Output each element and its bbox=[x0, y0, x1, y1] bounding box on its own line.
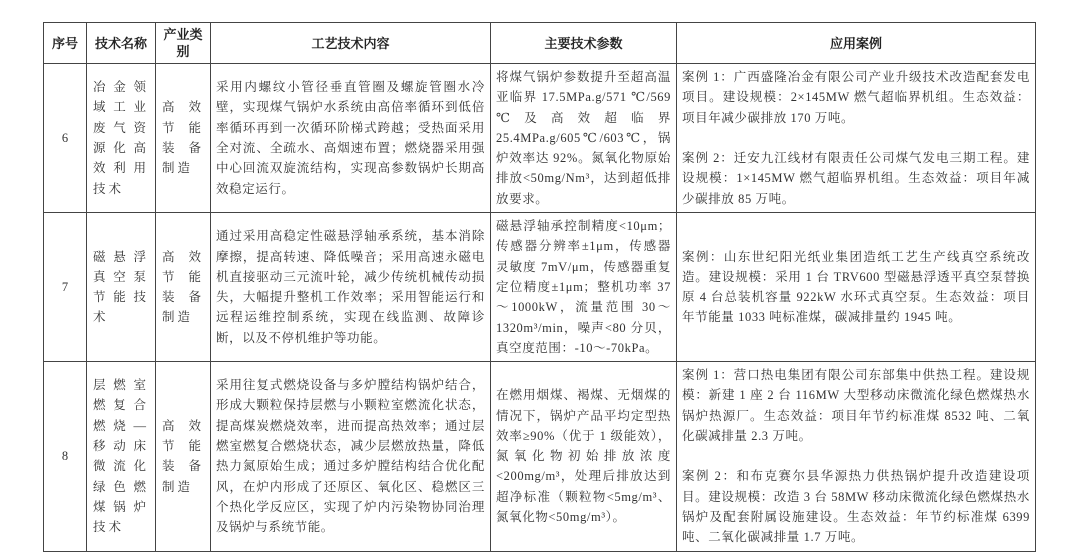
table-row bbox=[44, 362, 1036, 551]
application-cases bbox=[677, 362, 1036, 551]
industry-category: 高效节能装备制造 bbox=[156, 64, 211, 213]
header-name: 技术名称 bbox=[87, 23, 156, 64]
technical-params: 在燃用烟煤、褐煤、无烟煤的情况下，锅炉产品平均定型热效率≥90%（优于 1 级能效），氮氧化物初始排放浓度<200mg/m³，处理后排放达到超净标准（颗粒物<5mg/m³、氮氧化物<50mg/m³）。 bbox=[491, 362, 677, 551]
header-cases: 应用案例 bbox=[677, 23, 1036, 64]
case-item: 案例 1：广西盛隆冶金有限公司产业升级技术改造配套发电项目。建设规模：2×145MW 燃气超临界机组。生态效益：项目年减少碳排放 170 万吨。 bbox=[682, 70, 1030, 125]
header-process: 工艺技术内容 bbox=[211, 23, 491, 64]
case-item: 案例 2：迁安九江线材有限责任公司煤气发电三期工程。建设规模：1×145MW 燃气超临界机组。生态效益：项目年减少碳排放 85 万吨。 bbox=[682, 151, 1030, 206]
table-row bbox=[44, 64, 1036, 213]
technical-params: 将煤气锅炉参数提升至超高温亚临界 17.5MPa.g/571 ℃/569 ℃ 及 高 效 超 临 界 25.4MPa.g/605℃/603℃，锅炉效率达 92%。氮氧化物原始排放<50mg/Nm³，达到超低排放要求。 bbox=[491, 64, 677, 213]
process-content: 采用内螺纹小管径垂直管圈及螺旋管圈水冷壁，实现煤气锅炉水系统由高倍率循环到低倍率循环再到一次循环阶梯式跨越；受热面采用全对流、全疏水、高烟速布置；燃烧器采用强中心回流双旋流结构，实现高参数锅炉长期高效稳定运行。 bbox=[211, 64, 491, 213]
technology-name: 层燃室燃复合燃烧—移动床微流化绿色燃煤锅炉技术 bbox=[87, 362, 156, 551]
row-no: 7 bbox=[44, 213, 87, 362]
process-content: 通过采用高稳定性磁悬浮轴承系统，基本消除摩擦，提高转速、降低噪音；采用高速永磁电机直接驱动三元流叶轮，减少传统机械传动损失，大幅提升整机工作效率；采用智能运行和远程运维控制系统，实现在线监测、故障诊断，以及不停机维护等功能。 bbox=[211, 213, 491, 362]
application-cases bbox=[677, 64, 1036, 213]
process-content: 采用往复式燃烧设备与多炉膛结构锅炉结合，形成大颗粒保持层燃与小颗粒室燃流化状态，提高煤炭燃烧效率，进而提高热效率；通过层燃室燃复合燃烧状态，减少层燃放热量，降低热力氮原始生成；通过多炉膛结构结合优化配风，在炉内形成了还原区、氧化区、稳燃区三个热化学反应区，实现了炉内污染物协同治理及锅炉与系统节能。 bbox=[211, 362, 491, 551]
header-params: 主要技术参数 bbox=[491, 23, 677, 64]
application-cases bbox=[677, 213, 1036, 362]
technical-params: 磁悬浮轴承控制精度<10μm；传感器分辨率±1μm，传感器灵敏度 7mV/μm，传感器重复定位精度±1μm；整机功率 37～1000kW，流量范围 30～1320m³/min，噪声<80 分贝，真空度范围：-10～-70kPa。 bbox=[491, 213, 677, 362]
technology-table bbox=[43, 22, 1036, 552]
case-item: 案例 2：和布克赛尔县华源热力供热锅炉提升改造建设项目。建设规模：改造 3 台 58MW 移动床微流化绿色燃煤热水锅炉及配套附属设施建设。生态效益：年节约标准煤 6399 吨、二氧化碳减排量 1.7 万吨。 bbox=[682, 469, 1030, 545]
technology-name: 冶金领域工业废气资源化高效利用技术 bbox=[87, 64, 156, 213]
case-item: 案例 1：营口热电集团有限公司东部集中供热工程。建设规模：新建 1 座 2 台 116MW 大型移动床微流化绿色燃煤热水锅炉热源厂。生态效益：项目年节约标准煤 8532 吨、二氧化碳减排量 2.3 万吨。 bbox=[682, 368, 1030, 444]
row-no: 8 bbox=[44, 362, 87, 551]
row-no: 6 bbox=[44, 64, 87, 213]
header-category: 产业类别 bbox=[156, 23, 211, 64]
industry-category: 高效节能装备制造 bbox=[156, 213, 211, 362]
industry-category: 高效节能装备制造 bbox=[156, 362, 211, 551]
technology-name: 磁悬浮真空泵节能技术 bbox=[87, 213, 156, 362]
case-item: 案例：山东世纪阳光纸业集团造纸工艺生产线真空系统改造。建设规模：采用 1 台 TRV600 型磁悬浮透平真空泵替换原 4 台总装机容量 922kW 水环式真空泵。生态效益：项目年节能量 1033 吨标准煤，碳减排量约 1945 吨。 bbox=[682, 249, 1030, 325]
table-row bbox=[44, 213, 1036, 362]
header-no: 序号 bbox=[44, 23, 87, 64]
table-header-row bbox=[44, 23, 1036, 64]
